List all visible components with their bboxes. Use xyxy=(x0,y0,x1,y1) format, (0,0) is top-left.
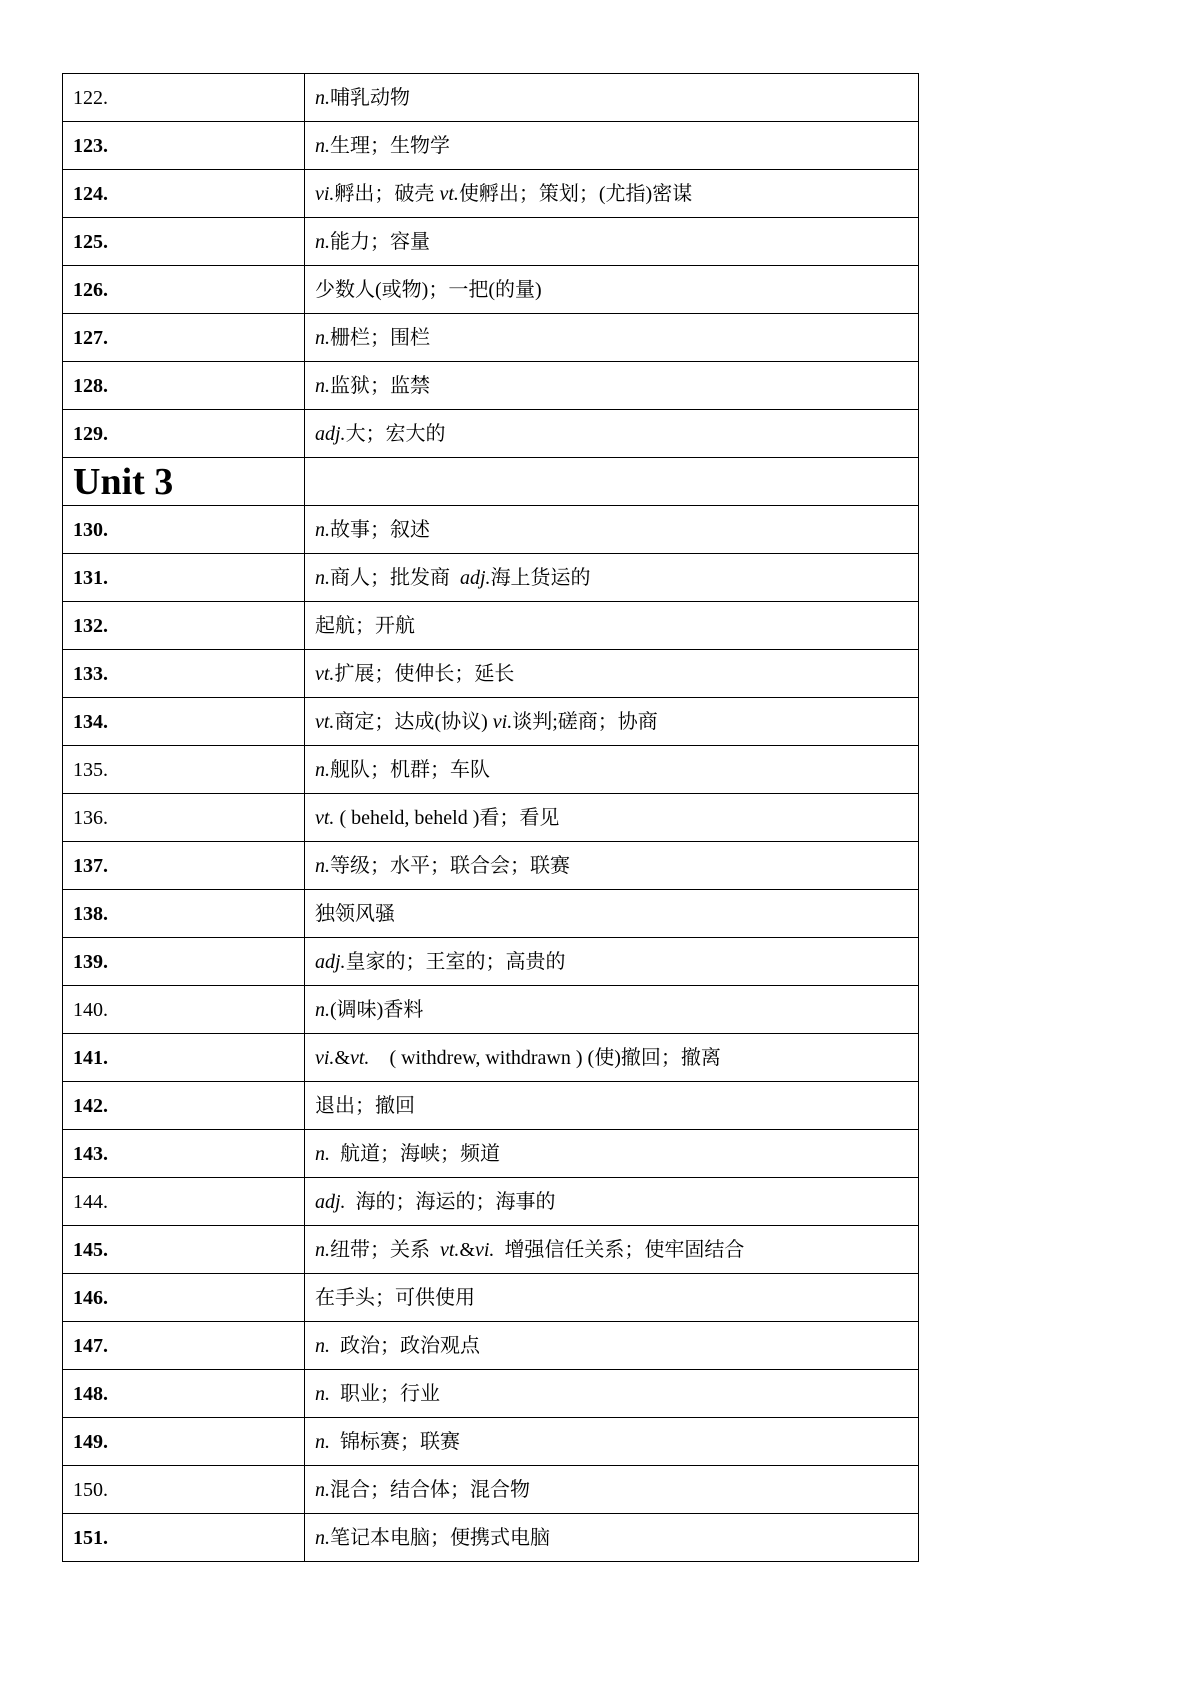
part-of-speech-label: n. xyxy=(315,518,330,541)
part-of-speech-label: n. xyxy=(315,998,330,1021)
entry-definition xyxy=(305,794,919,842)
definition-text: 等级；水平；联合会；联赛 xyxy=(330,854,570,877)
vocabulary-table-body xyxy=(63,74,919,1562)
table-row xyxy=(63,1082,919,1130)
unit-heading-cell xyxy=(63,458,305,506)
part-of-speech-label: n. xyxy=(315,1382,330,1405)
part-of-speech-label: n. xyxy=(315,1526,330,1549)
part-of-speech-label: n. xyxy=(315,230,330,253)
entry-number: 136. xyxy=(63,794,305,842)
definition-text: 航道；海峡；频道 xyxy=(330,1142,500,1165)
part-of-speech-label: n. xyxy=(315,1238,330,1261)
entry-number: 122. xyxy=(63,74,305,122)
table-row xyxy=(63,554,919,602)
part-of-speech-label: vt. xyxy=(315,806,335,829)
part-of-speech-label: adj. xyxy=(315,950,346,973)
table-row xyxy=(63,1322,919,1370)
part-of-speech-label: n. xyxy=(315,374,330,397)
entry-definition xyxy=(305,122,919,170)
table-row xyxy=(63,1370,919,1418)
definition-text: 海上货运的 xyxy=(490,566,591,589)
entry-definition xyxy=(305,650,919,698)
part-of-speech-label: vt. xyxy=(439,182,459,205)
table-row xyxy=(63,842,919,890)
part-of-speech-label: n. xyxy=(315,326,330,349)
table-row xyxy=(63,506,919,554)
part-of-speech-label: n. xyxy=(315,1334,330,1357)
part-of-speech-label: n. xyxy=(315,1142,330,1165)
definition-text: 栅栏；围栏 xyxy=(330,326,430,349)
entry-number: 140. xyxy=(63,986,305,1034)
definition-text: 纽带；关系 xyxy=(330,1238,440,1261)
definition-text: 大；宏大的 xyxy=(345,422,446,445)
entry-definition xyxy=(305,938,919,986)
entry-number: 149. xyxy=(63,1418,305,1466)
definition-text: (调味)香料 xyxy=(330,998,424,1021)
part-of-speech-label: n. xyxy=(315,854,330,877)
definition-text: 职业；行业 xyxy=(330,1382,440,1405)
table-row xyxy=(63,314,919,362)
definition-text: & xyxy=(459,1238,475,1261)
entry-definition xyxy=(305,1178,919,1226)
part-of-speech-label: vi. xyxy=(492,710,513,733)
definition-text: 笔记本电脑；便携式电脑 xyxy=(330,1526,550,1549)
entry-number: 123. xyxy=(63,122,305,170)
entry-number: 150. xyxy=(63,1466,305,1514)
entry-number: 151. xyxy=(63,1514,305,1562)
entry-definition xyxy=(305,1514,919,1562)
entry-definition xyxy=(305,410,919,458)
definition-text: 起航；开航 xyxy=(315,614,415,637)
entry-number: 126. xyxy=(63,266,305,314)
table-row xyxy=(63,218,919,266)
entry-number: 145. xyxy=(63,1226,305,1274)
entry-definition xyxy=(305,1418,919,1466)
entry-definition xyxy=(305,890,919,938)
entry-definition xyxy=(305,362,919,410)
part-of-speech-label: vi. xyxy=(315,182,335,205)
entry-number: 146. xyxy=(63,1274,305,1322)
definition-text: 政治；政治观点 xyxy=(330,1334,480,1357)
table-row xyxy=(63,1514,919,1562)
definition-text: 商定；达成(协议) xyxy=(334,710,493,733)
table-row xyxy=(63,170,919,218)
part-of-speech-label: n. xyxy=(315,566,330,589)
definition-text: & xyxy=(334,1046,350,1069)
entry-definition xyxy=(305,1226,919,1274)
table-row xyxy=(63,746,919,794)
entry-definition xyxy=(305,1034,919,1082)
table-row xyxy=(63,362,919,410)
table-row xyxy=(63,698,919,746)
entry-definition xyxy=(305,986,919,1034)
part-of-speech-label: vt. xyxy=(350,1046,370,1069)
part-of-speech-label: vt. xyxy=(440,1238,460,1261)
table-row xyxy=(63,794,919,842)
entry-number: 130. xyxy=(63,506,305,554)
entry-number: 139. xyxy=(63,938,305,986)
definition-text: 独领风骚 xyxy=(315,902,395,925)
definition-text: 舰队；机群；车队 xyxy=(330,758,490,781)
definition-text: 海的；海运的；海事的 xyxy=(345,1190,556,1213)
definition-text: 谈判;磋商；协商 xyxy=(512,710,658,733)
definition-text: 锦标赛；联赛 xyxy=(330,1430,460,1453)
entry-number: 143. xyxy=(63,1130,305,1178)
definition-text: 哺乳动物 xyxy=(330,86,410,109)
part-of-speech-label: n. xyxy=(315,134,330,157)
entry-number: 129. xyxy=(63,410,305,458)
table-row xyxy=(63,890,919,938)
vocabulary-table xyxy=(62,73,919,1562)
entry-number: 134. xyxy=(63,698,305,746)
entry-number: 132. xyxy=(63,602,305,650)
definition-text: ( beheld, beheld )看；看见 xyxy=(334,806,560,829)
entry-definition xyxy=(305,1082,919,1130)
part-of-speech-label: vi. xyxy=(315,1046,335,1069)
entry-number: 138. xyxy=(63,890,305,938)
part-of-speech-label: n. xyxy=(315,758,330,781)
part-of-speech-label: vi. xyxy=(475,1238,495,1261)
table-row xyxy=(63,1466,919,1514)
entry-definition xyxy=(305,74,919,122)
entry-definition xyxy=(305,314,919,362)
unit-title: Unit 3 xyxy=(73,461,174,503)
table-row xyxy=(63,266,919,314)
entry-definition xyxy=(305,1466,919,1514)
unit-heading-row xyxy=(63,458,919,506)
definition-text: 扩展；使伸长；延长 xyxy=(334,662,515,685)
entry-definition xyxy=(305,218,919,266)
part-of-speech-label: vt. xyxy=(315,662,335,685)
table-row xyxy=(63,122,919,170)
entry-definition xyxy=(305,554,919,602)
entry-definition xyxy=(305,266,919,314)
table-row xyxy=(63,410,919,458)
definition-text: ( withdrew, withdrawn ) (使)撤回；撤离 xyxy=(369,1046,721,1069)
part-of-speech-label: n. xyxy=(315,1478,330,1501)
entry-number: 125. xyxy=(63,218,305,266)
definition-text: 少数人(或物)；一把(的量) xyxy=(315,278,542,301)
entry-number: 133. xyxy=(63,650,305,698)
entry-definition xyxy=(305,842,919,890)
table-row xyxy=(63,74,919,122)
definition-text: 商人；批发商 xyxy=(330,566,460,589)
definition-text: 增强信任关系；使牢固结合 xyxy=(494,1238,745,1261)
definition-text: 能力；容量 xyxy=(330,230,430,253)
entry-definition xyxy=(305,602,919,650)
table-row xyxy=(63,986,919,1034)
table-row xyxy=(63,938,919,986)
definition-text: 退出；撤回 xyxy=(315,1094,415,1117)
entry-definition xyxy=(305,1322,919,1370)
table-row xyxy=(63,1178,919,1226)
entry-number: 124. xyxy=(63,170,305,218)
entry-number: 135. xyxy=(63,746,305,794)
table-row xyxy=(63,1274,919,1322)
part-of-speech-label: n. xyxy=(315,86,330,109)
entry-definition xyxy=(305,170,919,218)
table-row xyxy=(63,1418,919,1466)
entry-definition xyxy=(305,698,919,746)
part-of-speech-label: adj. xyxy=(315,422,346,445)
unit-heading-empty-cell xyxy=(305,458,919,506)
definition-text: 监狱；监禁 xyxy=(330,374,430,397)
definition-text: 使孵出；策划；(尤指)密谋 xyxy=(458,182,693,205)
entry-definition xyxy=(305,506,919,554)
entry-definition xyxy=(305,1274,919,1322)
table-row xyxy=(63,1130,919,1178)
entry-number: 141. xyxy=(63,1034,305,1082)
part-of-speech-label: vt. xyxy=(315,710,335,733)
table-row xyxy=(63,1034,919,1082)
part-of-speech-label: adj. xyxy=(315,1190,346,1213)
entry-definition xyxy=(305,1370,919,1418)
part-of-speech-label: n. xyxy=(315,1430,330,1453)
entry-number: 148. xyxy=(63,1370,305,1418)
definition-text: 生理；生物学 xyxy=(330,134,450,157)
entry-number: 144. xyxy=(63,1178,305,1226)
entry-number: 142. xyxy=(63,1082,305,1130)
entry-definition xyxy=(305,1130,919,1178)
entry-number: 131. xyxy=(63,554,305,602)
table-row xyxy=(63,1226,919,1274)
entry-number: 128. xyxy=(63,362,305,410)
entry-number: 147. xyxy=(63,1322,305,1370)
table-row xyxy=(63,602,919,650)
entry-definition xyxy=(305,746,919,794)
entry-number: 137. xyxy=(63,842,305,890)
definition-text: 故事；叙述 xyxy=(330,518,430,541)
table-row xyxy=(63,650,919,698)
definition-text: 皇家的；王室的；高贵的 xyxy=(345,950,566,973)
definition-text: 在手头；可供使用 xyxy=(315,1286,475,1309)
definition-text: 混合；结合体；混合物 xyxy=(330,1478,530,1501)
definition-text: 孵出；破壳 xyxy=(334,182,440,205)
part-of-speech-label: adj. xyxy=(460,566,491,589)
entry-number: 127. xyxy=(63,314,305,362)
